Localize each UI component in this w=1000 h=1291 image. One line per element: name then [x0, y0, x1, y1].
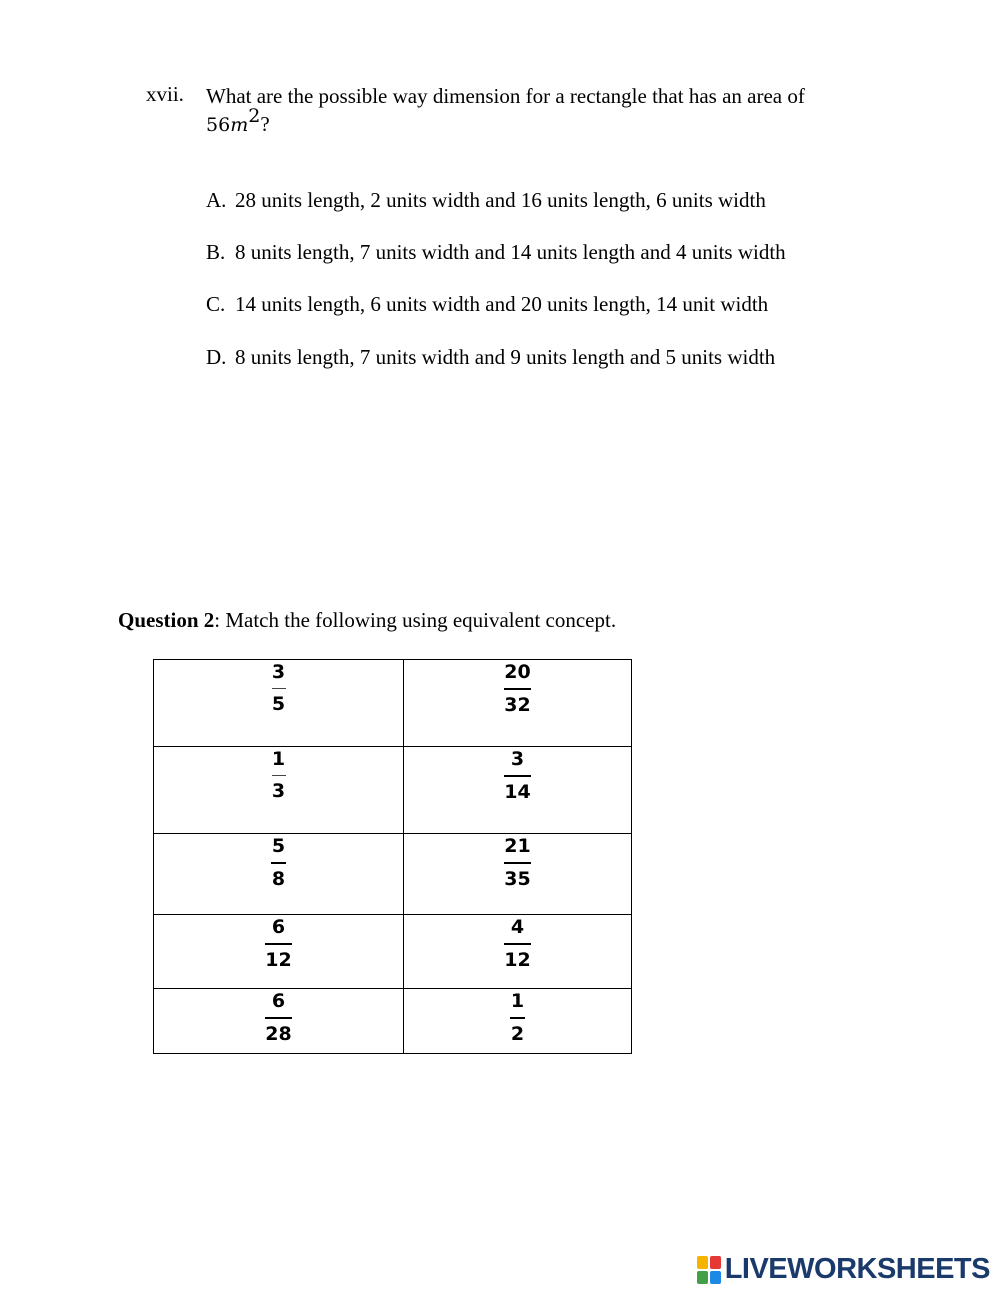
table-row — [154, 660, 632, 747]
fraction-bar — [504, 862, 531, 864]
denominator: 5 — [271, 693, 286, 715]
table-cell-right[interactable] — [404, 747, 632, 834]
liveworksheets-logo[interactable] — [697, 1253, 990, 1286]
logo-text: LIVEWORKSHEETS — [724, 1253, 990, 1285]
denominator: 28 — [265, 1023, 292, 1045]
fraction-bar — [272, 688, 286, 689]
numerator: 5 — [271, 835, 286, 857]
fraction — [265, 915, 292, 972]
fraction — [504, 747, 531, 804]
fraction — [504, 915, 531, 972]
question-2-text: : Match the following using equivalent concept. — [214, 608, 617, 632]
area-expression — [206, 105, 270, 139]
fraction — [265, 989, 292, 1046]
denominator: 3 — [271, 780, 286, 802]
table-cell-left[interactable] — [154, 747, 404, 834]
option-letter: B. — [206, 240, 226, 264]
option-a[interactable] — [206, 186, 766, 214]
table-row — [154, 747, 632, 834]
logo-block-icon — [710, 1271, 721, 1284]
fraction-bar — [265, 943, 292, 945]
denominator: 2 — [510, 1023, 525, 1045]
fraction-bar — [265, 1017, 292, 1019]
numerator: 3 — [271, 661, 286, 683]
logo-block-icon — [697, 1271, 708, 1284]
question-text: What are the possible way dimension for a rectangle that has an area of — [206, 84, 805, 108]
numerator: 21 — [504, 835, 531, 857]
denominator: 14 — [504, 781, 531, 803]
option-text: 14 units length, 6 units width and 20 units length, 14 unit width — [235, 292, 769, 316]
logo-block-icon — [710, 1256, 721, 1269]
numerator: 1 — [510, 990, 525, 1012]
option-c[interactable] — [206, 290, 768, 318]
denominator: 8 — [271, 868, 286, 890]
area-power: 2 — [248, 105, 261, 127]
fraction — [510, 989, 525, 1046]
question-number: xvii. — [146, 82, 184, 106]
fraction-bar — [272, 775, 286, 776]
table-row — [154, 834, 632, 915]
question-2-heading — [118, 606, 616, 634]
fraction-bar — [504, 688, 531, 690]
fraction-bar — [504, 775, 531, 777]
numerator: 6 — [271, 990, 286, 1012]
fraction — [271, 834, 286, 891]
logo-blocks-icon — [697, 1256, 721, 1284]
numerator: 4 — [510, 916, 525, 938]
denominator: 35 — [504, 868, 531, 890]
option-text: 8 units length, 7 units width and 14 units length and 4 units width — [235, 240, 786, 264]
table-row — [154, 915, 632, 989]
numerator: 1 — [271, 748, 286, 770]
numerator: 3 — [510, 748, 525, 770]
fraction-bar — [504, 943, 531, 945]
matching-table — [153, 659, 632, 1054]
fraction-bar — [271, 862, 286, 864]
fraction — [272, 660, 286, 716]
denominator: 12 — [265, 949, 292, 971]
fraction — [504, 660, 531, 717]
table-cell-left[interactable] — [154, 915, 404, 989]
area-unit: m — [230, 114, 249, 136]
fraction — [272, 747, 286, 803]
area-suffix: ? — [260, 112, 270, 136]
option-letter: D. — [206, 345, 227, 369]
table-cell-right[interactable] — [404, 915, 632, 989]
denominator: 12 — [504, 949, 531, 971]
table-cell-left[interactable] — [154, 660, 404, 747]
option-letter: C. — [206, 292, 226, 316]
option-text: 28 units length, 2 units width and 16 units length, 6 units width — [235, 188, 766, 212]
table-cell-right[interactable] — [404, 660, 632, 747]
logo-block-icon — [697, 1256, 708, 1269]
option-d[interactable] — [206, 343, 775, 371]
table-cell-left[interactable] — [154, 989, 404, 1054]
table-cell-right[interactable] — [404, 834, 632, 915]
numerator: 6 — [271, 916, 286, 938]
table-cell-right[interactable] — [404, 989, 632, 1054]
fraction — [504, 834, 531, 891]
fraction-bar — [510, 1017, 525, 1019]
option-text: 8 units length, 7 units width and 9 units length and 5 units width — [235, 345, 776, 369]
table-row — [154, 989, 632, 1054]
numerator: 20 — [504, 661, 531, 683]
option-letter: A. — [206, 188, 227, 212]
option-b[interactable] — [206, 238, 786, 266]
denominator: 32 — [504, 694, 531, 716]
question-2-label: Question 2 — [118, 608, 215, 632]
area-value: 56 — [206, 114, 231, 136]
table-cell-left[interactable] — [154, 834, 404, 915]
